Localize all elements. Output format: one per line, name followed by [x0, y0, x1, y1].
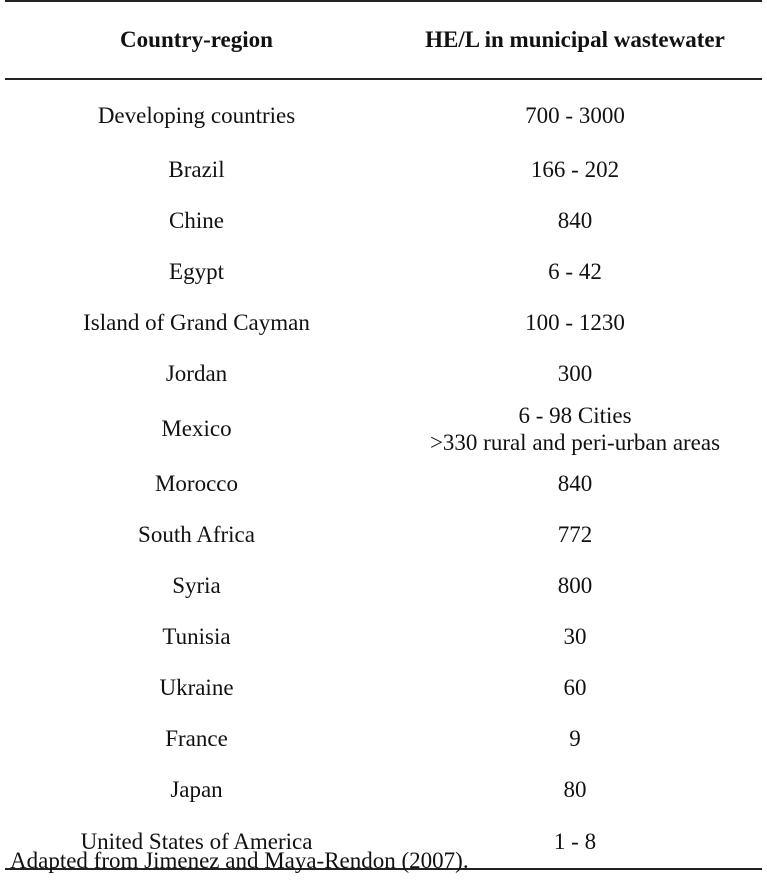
cell-value-line: 100 - 1230 [525, 310, 625, 335]
cell-value-line: 166 - 202 [530, 157, 620, 182]
cell-country: Brazil [168, 157, 225, 182]
cell-value [388, 246, 762, 297]
cell-value-line: 800 [557, 573, 593, 598]
cell-country: Tunisia [162, 624, 231, 649]
cell-value [388, 79, 762, 144]
table-row [5, 713, 762, 764]
cell-country: Jordan [165, 361, 228, 386]
table-row [5, 348, 762, 399]
cell-value-line: 30 [563, 624, 587, 649]
table-row [5, 246, 762, 297]
header-hel-value: HE/L in municipal wastewater [388, 1, 762, 79]
cell-value-line: 6 - 98 Cities [518, 402, 632, 428]
cell-country: South Africa [138, 522, 255, 547]
table-row [5, 297, 762, 348]
cell-country: Morocco [154, 471, 239, 496]
table-row [5, 458, 762, 509]
cell-value [388, 144, 762, 195]
cell-value-line: 772 [557, 522, 593, 547]
cell-value [388, 297, 762, 348]
wastewater-table [5, 0, 762, 870]
cell-value [388, 458, 762, 509]
header-country-region: Country-region [5, 1, 388, 79]
cell-value-line: 60 [563, 675, 587, 700]
table-row [5, 509, 762, 560]
cell-value-line: 80 [563, 777, 587, 802]
cell-country: United States of America [5, 815, 388, 869]
cell-value [388, 764, 762, 815]
cell-value-line: 700 - 3000 [525, 102, 625, 128]
table-header-row [5, 1, 762, 79]
table-row [5, 764, 762, 815]
cell-value [388, 713, 762, 764]
table-row [5, 195, 762, 246]
cell-value-line: 1 - 8 [553, 829, 597, 854]
cell-country: France [165, 726, 228, 751]
cell-value-line: 9 [569, 726, 581, 751]
source-note: Adapted from Jimenez and Maya-Rendon (2007). [10, 848, 469, 873]
table-body [5, 79, 762, 869]
cell-country: Chine [169, 208, 224, 233]
table-row [5, 79, 762, 144]
cell-value [388, 399, 762, 458]
cell-country: Mexico [161, 416, 232, 441]
cell-value [388, 195, 762, 246]
cell-country: Japan [170, 777, 223, 802]
cell-value-line: 840 [557, 208, 593, 233]
table-row [5, 560, 762, 611]
cell-value-line: >330 rural and peri-urban areas [429, 429, 721, 455]
cell-value-line: 840 [557, 471, 593, 496]
cell-value [388, 611, 762, 662]
cell-country: Syria [172, 573, 221, 598]
cell-value [388, 662, 762, 713]
table-row [5, 399, 762, 458]
table-row [5, 662, 762, 713]
cell-country: Island of Grand Cayman [83, 310, 310, 335]
table-row [5, 611, 762, 662]
table-row [5, 144, 762, 195]
cell-value-line: 300 [557, 361, 593, 386]
cell-value-line: 6 - 42 [548, 259, 602, 284]
cell-value [388, 348, 762, 399]
cell-value [388, 560, 762, 611]
cell-country: Egypt [169, 259, 224, 284]
cell-value [388, 509, 762, 560]
cell-country: Developing countries [97, 102, 296, 128]
cell-country: Ukraine [159, 675, 234, 700]
